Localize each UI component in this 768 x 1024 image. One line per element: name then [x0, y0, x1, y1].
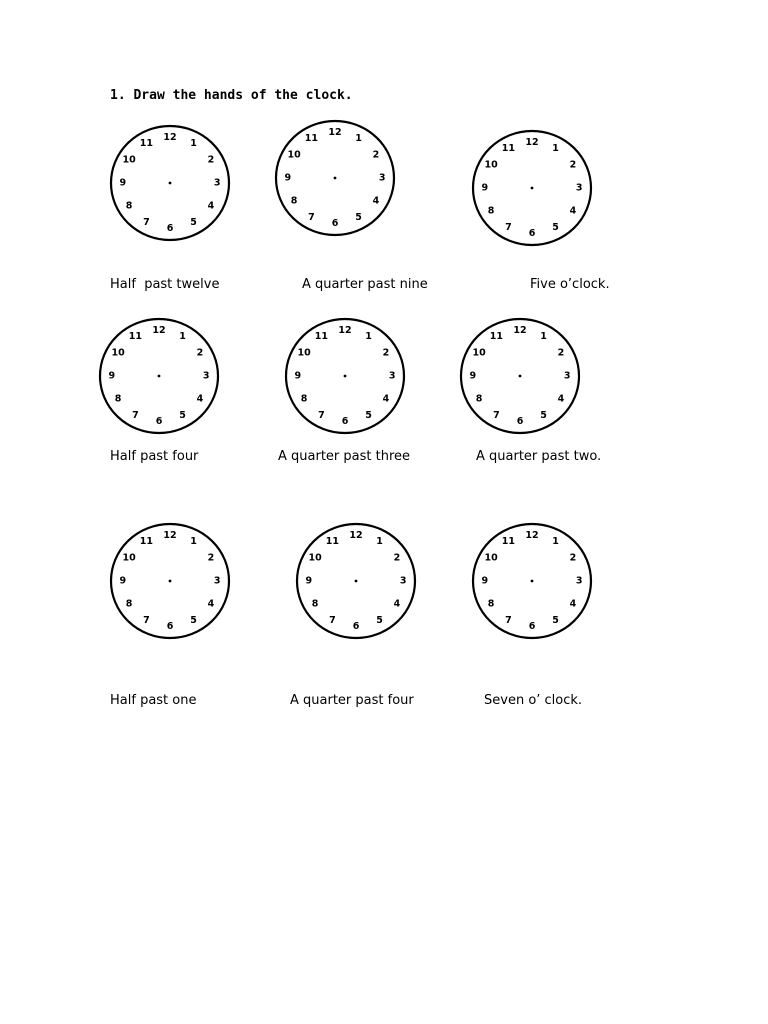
clock-face-6[interactable] [458, 316, 582, 436]
clock-number-9: 9 [481, 182, 489, 194]
clock-face-5[interactable] [283, 316, 407, 436]
clock-caption-3: Five o’clock. [530, 277, 610, 292]
clock-number-4: 4 [207, 598, 215, 610]
clock-number-9: 9 [305, 575, 313, 587]
clock-number-2: 2 [372, 149, 380, 161]
clock-caption-1: Half past twelve [110, 277, 220, 292]
clock-face-1[interactable] [108, 123, 232, 243]
clock-number-3: 3 [563, 370, 571, 382]
clock-number-7: 7 [329, 615, 336, 626]
clock-number-8: 8 [125, 200, 133, 212]
clock-number-12: 12 [349, 529, 363, 541]
clock-number-11: 11 [314, 331, 329, 342]
clock-number-6: 6 [166, 621, 174, 633]
clock-number-9: 9 [481, 575, 489, 587]
clock-center-dot [355, 580, 358, 583]
clock-number-4: 4 [393, 598, 401, 610]
clock-number-7: 7 [493, 410, 500, 421]
clock-number-5: 5 [190, 615, 197, 626]
clock-number-5: 5 [190, 217, 197, 228]
clock-number-12: 12 [525, 529, 539, 541]
clock-number-5: 5 [376, 615, 383, 626]
clock-number-11: 11 [139, 138, 154, 149]
clock-number-8: 8 [487, 205, 495, 217]
clock-number-7: 7 [143, 217, 150, 228]
clock-number-6: 6 [528, 621, 536, 633]
clock-number-11: 11 [128, 331, 143, 342]
clock-number-8: 8 [487, 598, 495, 610]
clock-number-11: 11 [304, 133, 319, 144]
clock-number-6: 6 [155, 416, 163, 428]
clock-number-1: 1 [190, 536, 197, 547]
clock-number-6: 6 [341, 416, 349, 428]
clock-face-7[interactable] [108, 521, 232, 641]
clock-center-dot [344, 375, 347, 378]
clock-number-5: 5 [552, 222, 559, 233]
clock-number-3: 3 [213, 575, 221, 587]
clock-number-6: 6 [166, 223, 174, 235]
clock-caption-8: A quarter past four [290, 693, 414, 708]
clock-number-2: 2 [569, 552, 577, 564]
clock-number-11: 11 [489, 331, 504, 342]
clock-number-2: 2 [207, 154, 215, 166]
clock-number-2: 2 [569, 159, 577, 171]
clock-number-3: 3 [202, 370, 210, 382]
clock-number-10: 10 [308, 552, 322, 564]
clock-number-8: 8 [290, 195, 298, 207]
clock-center-dot [334, 177, 337, 180]
clock-number-4: 4 [569, 205, 577, 217]
clock-caption-2: A quarter past nine [302, 277, 428, 292]
clock-number-8: 8 [125, 598, 133, 610]
clock-caption-9: Seven o’ clock. [484, 693, 583, 708]
clock-number-1: 1 [190, 138, 197, 149]
clock-number-12: 12 [525, 136, 539, 148]
clock-center-dot [169, 580, 172, 583]
clock-number-2: 2 [557, 347, 565, 359]
clock-number-1: 1 [552, 143, 559, 154]
clock-number-2: 2 [196, 347, 204, 359]
clock-number-10: 10 [484, 552, 498, 564]
clock-number-3: 3 [575, 575, 583, 587]
clock-number-5: 5 [179, 410, 186, 421]
clock-number-8: 8 [475, 393, 483, 405]
clock-number-9: 9 [294, 370, 302, 382]
clock-number-9: 9 [284, 172, 292, 184]
clock-number-4: 4 [382, 393, 390, 405]
clock-number-10: 10 [111, 347, 125, 359]
clock-face-9[interactable] [470, 521, 594, 641]
clock-center-dot [531, 187, 534, 190]
clock-caption-5: A quarter past three [278, 449, 411, 464]
clock-number-9: 9 [108, 370, 116, 382]
clock-number-1: 1 [355, 133, 362, 144]
clock-number-5: 5 [365, 410, 372, 421]
clock-number-7: 7 [308, 212, 315, 223]
clock-number-10: 10 [122, 552, 136, 564]
clock-number-10: 10 [287, 149, 301, 161]
clock-number-1: 1 [376, 536, 383, 547]
clock-number-6: 6 [516, 416, 524, 428]
clock-center-dot [158, 375, 161, 378]
clock-number-11: 11 [501, 143, 516, 154]
clock-number-4: 4 [569, 598, 577, 610]
clock-number-7: 7 [318, 410, 325, 421]
clock-number-4: 4 [372, 195, 380, 207]
clock-number-3: 3 [378, 172, 386, 184]
clock-number-8: 8 [114, 393, 122, 405]
clock-number-3: 3 [213, 177, 221, 189]
clock-number-10: 10 [472, 347, 486, 359]
clock-number-1: 1 [365, 331, 372, 342]
clock-number-12: 12 [163, 529, 177, 541]
clock-face-4[interactable] [97, 316, 221, 436]
clock-number-10: 10 [297, 347, 311, 359]
clock-number-9: 9 [119, 177, 127, 189]
clock-number-2: 2 [207, 552, 215, 564]
clock-number-8: 8 [311, 598, 319, 610]
clock-number-5: 5 [552, 615, 559, 626]
clock-number-4: 4 [207, 200, 215, 212]
clock-number-5: 5 [540, 410, 547, 421]
clock-number-9: 9 [119, 575, 127, 587]
clock-number-4: 4 [196, 393, 204, 405]
clock-number-7: 7 [505, 615, 512, 626]
clock-number-11: 11 [325, 536, 340, 547]
clock-center-dot [519, 375, 522, 378]
clock-number-10: 10 [122, 154, 136, 166]
clock-caption-4: Half past four [110, 449, 199, 464]
clock-number-11: 11 [139, 536, 154, 547]
clock-number-12: 12 [338, 324, 352, 336]
clock-number-12: 12 [163, 131, 177, 143]
clock-caption-6: A quarter past two. [476, 449, 602, 464]
clock-number-9: 9 [469, 370, 477, 382]
clock-number-10: 10 [484, 159, 498, 171]
clock-face-2[interactable] [273, 118, 397, 238]
clock-number-6: 6 [331, 218, 339, 230]
clock-number-8: 8 [300, 393, 308, 405]
clock-number-7: 7 [505, 222, 512, 233]
clock-number-1: 1 [540, 331, 547, 342]
clock-center-dot [169, 182, 172, 185]
clock-number-3: 3 [575, 182, 583, 194]
clock-number-5: 5 [355, 212, 362, 223]
clock-face-8[interactable] [294, 521, 418, 641]
clock-number-7: 7 [143, 615, 150, 626]
clock-number-6: 6 [528, 228, 536, 240]
clock-number-1: 1 [179, 331, 186, 342]
clock-face-3[interactable] [470, 128, 594, 248]
clock-number-12: 12 [328, 126, 342, 138]
clock-number-12: 12 [513, 324, 527, 336]
clock-number-11: 11 [501, 536, 516, 547]
clock-number-1: 1 [552, 536, 559, 547]
clock-caption-7: Half past one [110, 693, 197, 708]
clock-number-3: 3 [399, 575, 407, 587]
clock-number-2: 2 [393, 552, 401, 564]
clock-number-6: 6 [352, 621, 360, 633]
clock-number-12: 12 [152, 324, 166, 336]
clock-number-4: 4 [557, 393, 565, 405]
clock-number-7: 7 [132, 410, 139, 421]
clock-number-3: 3 [388, 370, 396, 382]
clock-number-2: 2 [382, 347, 390, 359]
clock-center-dot [531, 580, 534, 583]
exercise-title: 1. Draw the hands of the clock. [110, 88, 353, 103]
